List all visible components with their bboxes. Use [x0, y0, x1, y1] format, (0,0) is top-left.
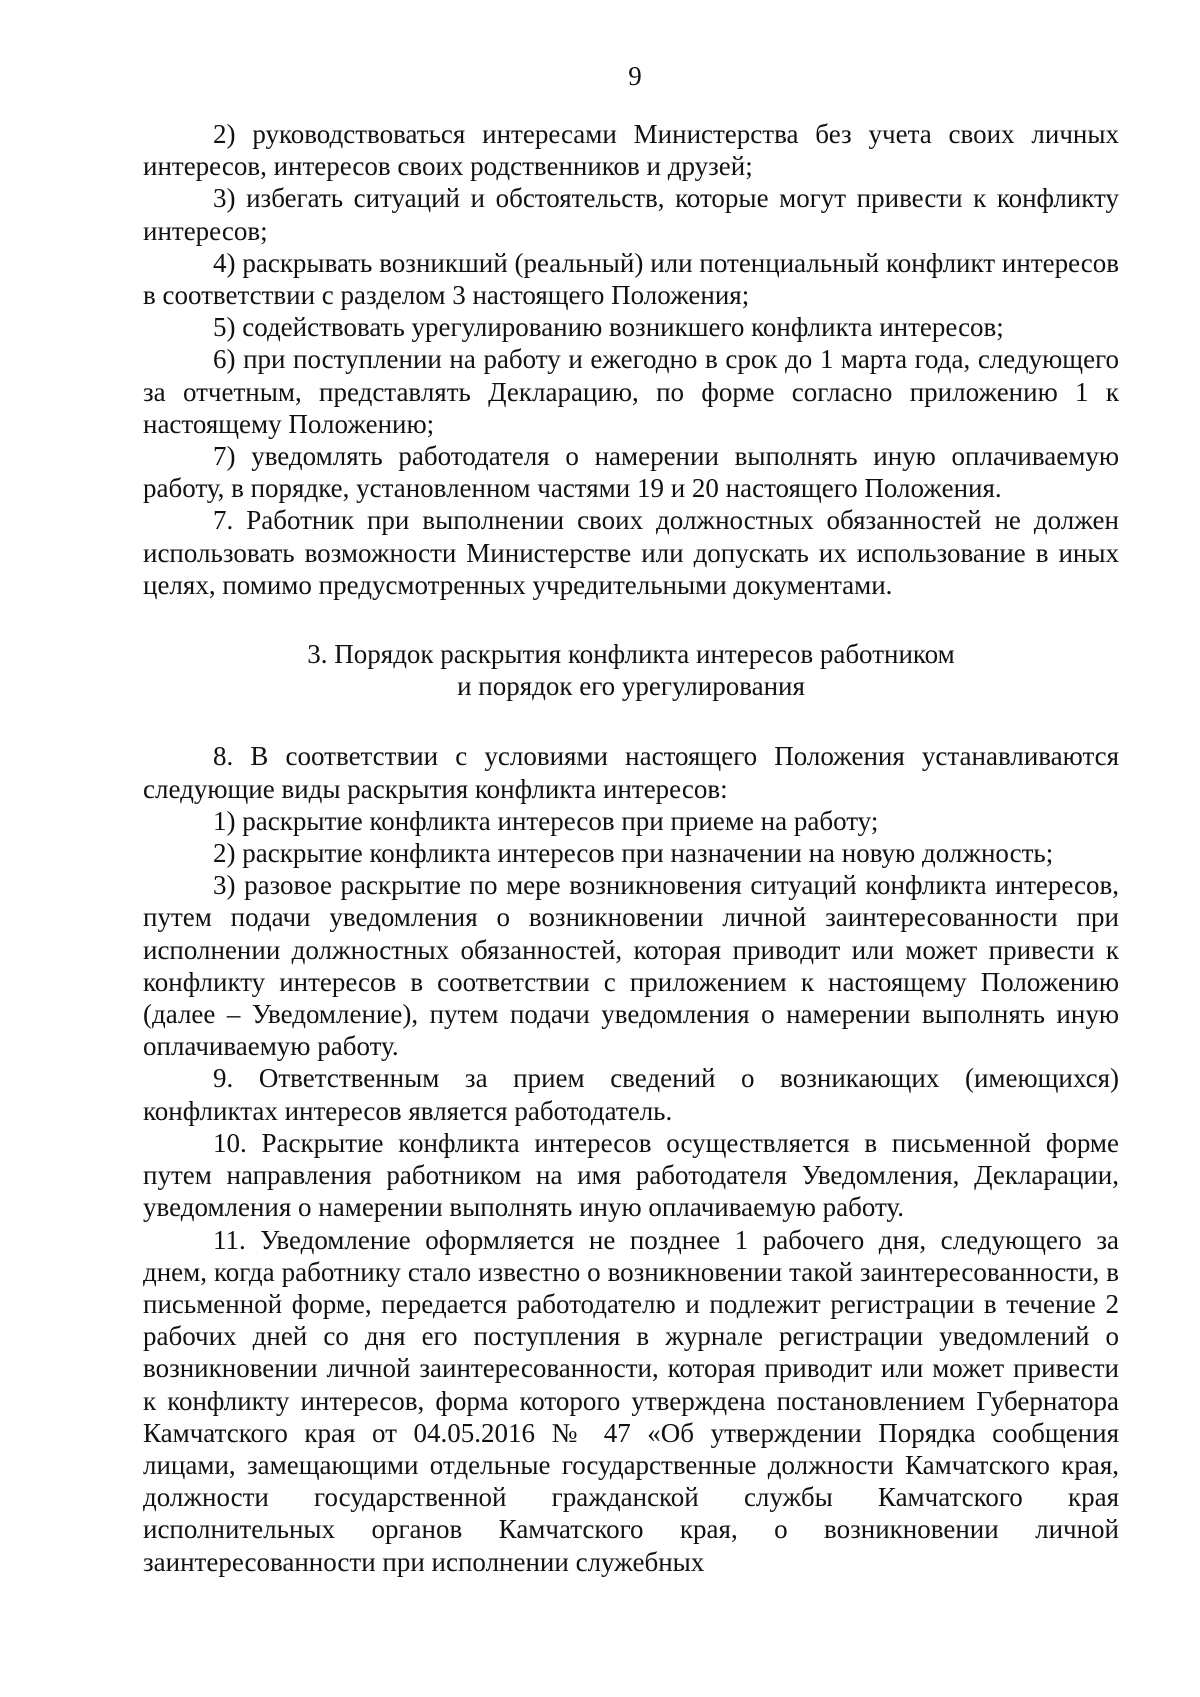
paragraph-clause-8: 8. В соответствии с условиями настоящего Положения устанавливаются следующие виды раскрытия конфликта интересов:: [143, 741, 1119, 804]
section-heading-line-2: и порядок его урегулирования: [457, 671, 805, 702]
page-number: 9: [628, 61, 642, 91]
paragraph-clause-10: 10. Раскрытие конфликта интересов осуществляется в письменной форме путем направления работником на имя работодателя Уведомления, Декларации, уведомления о намерении выполнять иную оплачиваемую работу.: [143, 1127, 1119, 1223]
paragraph-clause-9: 9. Ответственным за прием сведений о возникающих (имеющихся) конфликтах интересов является работодатель.: [143, 1063, 1119, 1126]
paragraph-disclosure-type-3: 3) разовое раскрытие по мере возникновения ситуаций конфликта интересов, путем подачи уведомления о возникновении личной заинтересованности при исполнении должностных обязанностей, которая приводит или может привести к конфликту интересов в соответствии с приложением к настоящему Положению (далее – Уведомление), путем подачи уведомления о намерении выполнять иную оплачиваемую работу.: [143, 870, 1119, 1062]
paragraph-duty-7: 7) уведомлять работодателя о намерении выполнять иную оплачиваемую работу, в порядке, установленном частями 19 и 20 настоящего Положения.: [143, 441, 1119, 504]
paragraph-duty-5: 5) содействовать урегулированию возникшего конфликта интересов;: [213, 312, 1004, 343]
paragraph-disclosure-type-2: 2) раскрытие конфликта интересов при назначении на новую должность;: [213, 838, 1054, 869]
document-body: [143, 118, 1119, 1578]
paragraph-duty-6: 6) при поступлении на работу и ежегодно в срок до 1 марта года, следующего за отчетным, представлять Декларацию, по форме согласно приложению 1 к настоящему Положению;: [143, 344, 1119, 439]
paragraph-clause-11: 11. Уведомление оформляется не позднее 1 рабочего дня, следующего за днем, когда работнику стало известно о возникновении такой заинтересованности, в письменной форме, передается работодателю и подлежит регистрации в течение 2 рабочих дней со дня его поступления в журнале регистрации уведомлений о возникновении личной заинтересованности, которая приводит или может привести к конфликту интересов, форма которого утверждена постановлением Губернатора Камчатского края от 04.05.2016 № 47 «Об утверждении Порядка сообщения лицами, замещающими отдельные государственные должности Камчатского края, должности государственной гражданской службы Камчатского края исполнительных органов Камчатского края, о возникновении личной заинтересованности при исполнении служебных: [143, 1224, 1119, 1577]
section-heading-line-1: 3. Порядок раскрытия конфликта интересов работником: [307, 639, 955, 670]
section-heading: [143, 638, 1119, 702]
paragraph-disclosure-type-1: 1) раскрытие конфликта интересов при приеме на работу;: [213, 805, 879, 836]
paragraph-clause-7: 7. Работник при выполнении своих должностных обязанностей не должен использовать возможности Министерстве или допускать их использование в иных целях, помимо предусмотренных учредительными документами.: [143, 505, 1119, 600]
paragraph-duty-2: 2) руководствоваться интересами Министерства без учета своих личных интересов, интересов своих родственников и друзей;: [143, 119, 1119, 182]
paragraph-duty-4: 4) раскрывать возникший (реальный) или потенциальный конфликт интересов в соответствии с разделом 3 настоящего Положения;: [143, 247, 1119, 311]
paragraph-duty-3: 3) избегать ситуаций и обстоятельств, которые могут привести к конфликту интересов;: [143, 183, 1119, 246]
